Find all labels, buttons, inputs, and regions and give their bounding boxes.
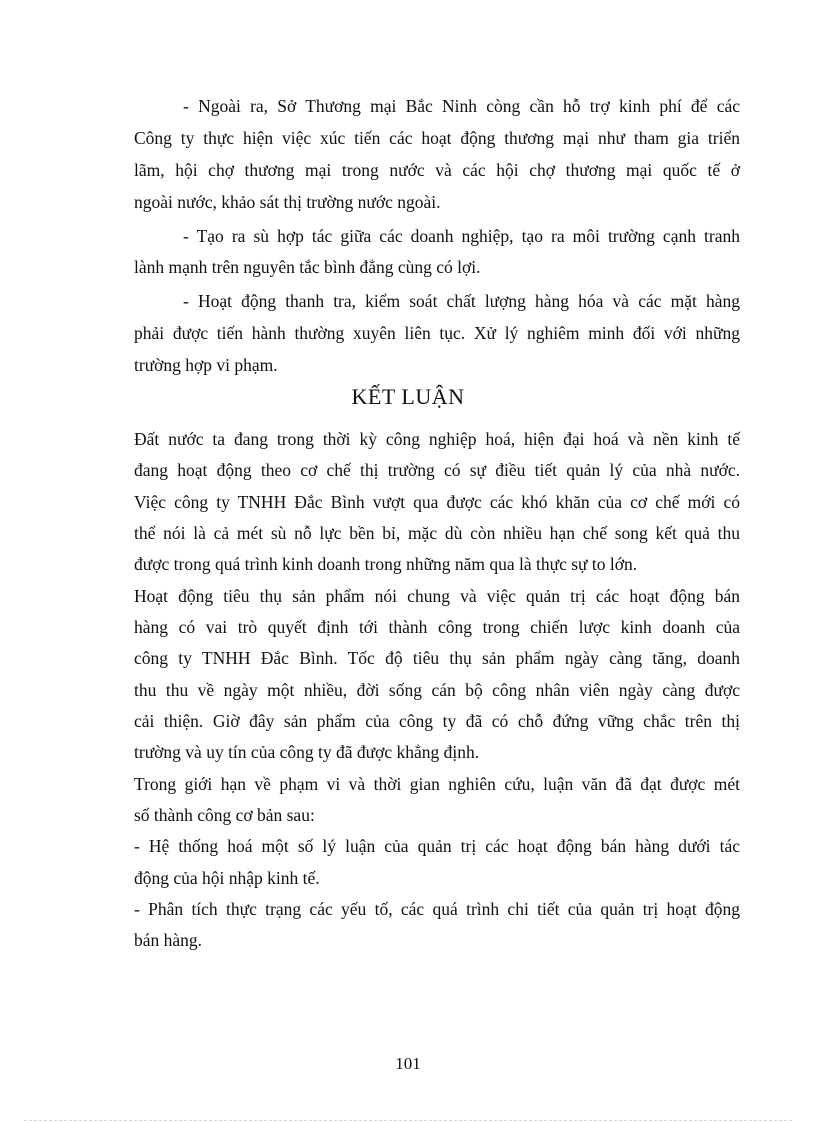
text-line: thu thu về ngày một nhiều, đời sống cán bộ công nhân viên ngày càng được <box>134 680 740 700</box>
text-line: Trong giới hạn về phạm vi và thời gian nghiên cứu, luận văn đã đạt được mét <box>134 774 740 794</box>
text-line: bán hàng. <box>134 930 203 950</box>
page-divider <box>24 1120 792 1121</box>
text-line: - Ngoài ra, Sở Thương mại Bắc Ninh còng cần hỗ trợ kinh phí để các <box>183 96 740 116</box>
text-line: - Tạo ra sù hợp tác giữa các doanh nghiệp, tạo ra môi trường cạnh tranh <box>183 226 740 246</box>
section-heading: KẾT LUẬN <box>351 384 465 409</box>
text-line: - Hệ thống hoá một số lý luận của quản trị các hoạt động bán hàng dưới tác <box>134 836 740 856</box>
text-line: số thành công cơ bản sau: <box>134 805 315 825</box>
page-number: 101 <box>395 1054 421 1073</box>
text-line: thể nói là cả mét sù nỗ lực bền bỉ, mặc dù còn nhiều hạn chế song kết quả thu <box>134 523 740 543</box>
text-line: cải thiện. Giờ đây sản phẩm của công ty đã có chỗ đứng vững chắc trên thị <box>134 711 740 731</box>
text-line: phải được tiến hành thường xuyên liên tục. Xử lý nghiêm minh đối với những <box>134 323 740 343</box>
text-line: trường hợp vi phạm. <box>134 355 278 375</box>
text-line: công ty TNHH Đắc Bình. Tốc độ tiêu thụ sản phẩm ngày càng tăng, doanh <box>134 648 740 668</box>
text-line: Đất nước ta đang trong thời kỳ công nghiệp hoá, hiện đại hoá và nền kinh tế <box>134 429 740 449</box>
text-line: - Hoạt động thanh tra, kiểm soát chất lượng hàng hóa và các mặt hàng <box>183 291 740 311</box>
text-line: ngoài nước, khảo sát thị trường nước ngoài. <box>134 192 441 212</box>
text-line: hàng có vai trò quyết định tới thành công trong chiến lược kinh doanh của <box>134 617 740 637</box>
text-line: lành mạnh trên nguyên tắc bình đẳng cùng có lợi. <box>134 257 481 277</box>
text-line: - Phân tích thực trạng các yếu tố, các quá trình chi tiết của quản trị hoạt động <box>134 899 740 919</box>
text-line: động của hội nhập kinh tế. <box>134 868 320 888</box>
text-line: được trong quá trình kinh doanh trong những năm qua là thực sự to lớn. <box>134 554 638 574</box>
text-line: Công ty thực hiện việc xúc tiến các hoạt động thương mại như tham gia triển <box>134 128 740 148</box>
text-line: đang hoạt động theo cơ chế thị trường có sự điều tiết quản lý của nhà nước. <box>134 460 740 480</box>
text-line: trường và uy tín của công ty đã được khẳng định. <box>134 742 480 762</box>
text-line: lãm, hội chợ thương mại trong nước và các hội chợ thương mại quốc tế ở <box>134 160 740 180</box>
text-line: Hoạt động tiêu thụ sản phẩm nói chung và việc quản trị các hoạt động bán <box>134 586 740 606</box>
text-line: Việc công ty TNHH Đắc Bình vượt qua được các khó khăn của cơ chế mới có <box>134 492 740 512</box>
